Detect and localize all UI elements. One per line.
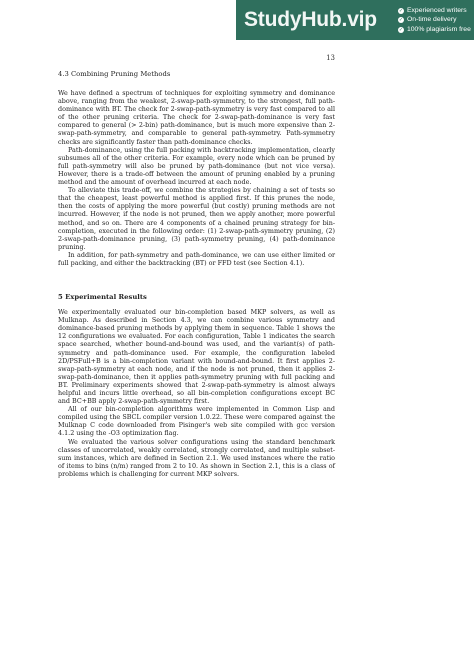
feature-list [398, 6, 471, 35]
check-icon: ✓ [398, 17, 404, 24]
feature-label: On-time delivery [407, 16, 457, 24]
feature-item [398, 6, 471, 16]
paragraph: Path-dominance, using the full packing with backtracking implementation, clearly subsumes all of the other criteria. For example, every node which can be pruned by full path-symmetry will also be pruned by path-dominance (but not vice versa). However, there is a trade-off between the amount of pruning enabled by a pruning method and the amount of overhead incurred at each node. [58, 145, 335, 187]
feature-item [398, 15, 471, 25]
paragraph: In addition, for path-symmetry and path-dominance, we can use either limited or full packing, and either the backtracking (BT) or FFD test (see Section 4.1). [58, 250, 335, 267]
paragraph: We evaluated the various solver configurations using the standard benchmark classes of uncorrelated, weakly correlated, strongly correlated, and multiple subset-sum instances, which are defined in Section 2.1. We used instances where the ratio of items to bins (n/m) ranged from 2 to 10. As shown in Section 2.1, this is a class of problems which is challenging for current MKP solvers. [58, 437, 335, 478]
check-icon: ✓ [398, 26, 404, 33]
feature-label: Experienced writers [407, 6, 467, 14]
brand-logo: StudyHub.vip [244, 8, 377, 31]
feature-label: 100% plagiarism free [407, 25, 471, 33]
paragraph: We experimentally evaluated our bin-completion based MKP solvers, as well as Mulknap. As described in Section 4.3, we can combine various symmetry and dominance-based pruning methods by applying them in sequence. Table 1 shows the 12 configurations we evaluated. For each configuration, Table 1 indicates the search space searched, whether bound-and-bound was used, and the variant(s) of path-symmetry and path-dominance used. For example, the configuration labeled 2D/PSFull+B is a bin-completion variant with bound-and-bound. It first applies 2-swap-path-symmetry at each node, and if the node is not pruned, then it applies 2-swap-path-dominance, then it applies path-symmetry pruning with full packing and BT. Preliminary experiments showed that 2-swap-path-symmetry is almost always helpful and incurs little overhead, so all bin-completion configurations except BC and BC+BB apply 2-swap-path-symmetry first. [58, 308, 335, 406]
paragraph: To alleviate this trade-off, we combine the strategies by chaining a set of tests so that the cheapest, least powerful method is applied first. If this prunes the node, then the costs of applying the more powerful (but costly) pruning methods are not incurred. However, if the node is not pruned, then we apply another, more powerful method, and so on. There are 4 components of a chained pruning strategy for bin-completion, executed in the following order: (1) 2-swap-path-symmetry pruning, (2) 2-swap-path-dominance pruning, (3) path-symmetry pruning, (4) path-dominance pruning. [58, 186, 335, 251]
studyhub-banner[interactable] [236, 0, 474, 40]
page-number: 13 [326, 54, 335, 62]
paper-body [58, 70, 335, 478]
feature-item [398, 25, 471, 35]
check-icon: ✓ [398, 7, 404, 14]
section-heading-5: 5 Experimental Results [58, 293, 147, 302]
section-heading-4-3: 4.3 Combining Pruning Methods [58, 70, 171, 78]
paragraph: All of our bin-completion algorithms were implemented in Common Lisp and compiled using the SBCL compiler version 1.0.22. These were compared against the Mulknap C code downloaded from Pisinger's web site compiled with gcc version 4.1.2 using the -O3 optimization flag. [58, 405, 335, 438]
paragraph: We have defined a spectrum of techniques for exploiting symmetry and dominance above, ranging from the weakest, 2-swap-path-symmetry, to the strongest, full path-dominance with BT. The check for 2-swap-path-symmetry is very fast compared to all of the other pruning criteria. The check for 2-swap-path-dominance is very fast compared to general (> 2-bin) path-dominance, but is much more expensive than 2-swap-path-symmetry, and comparable to general path-symmetry. Path-symmetry checks are significantly faster than path-dominance checks. [58, 89, 335, 146]
